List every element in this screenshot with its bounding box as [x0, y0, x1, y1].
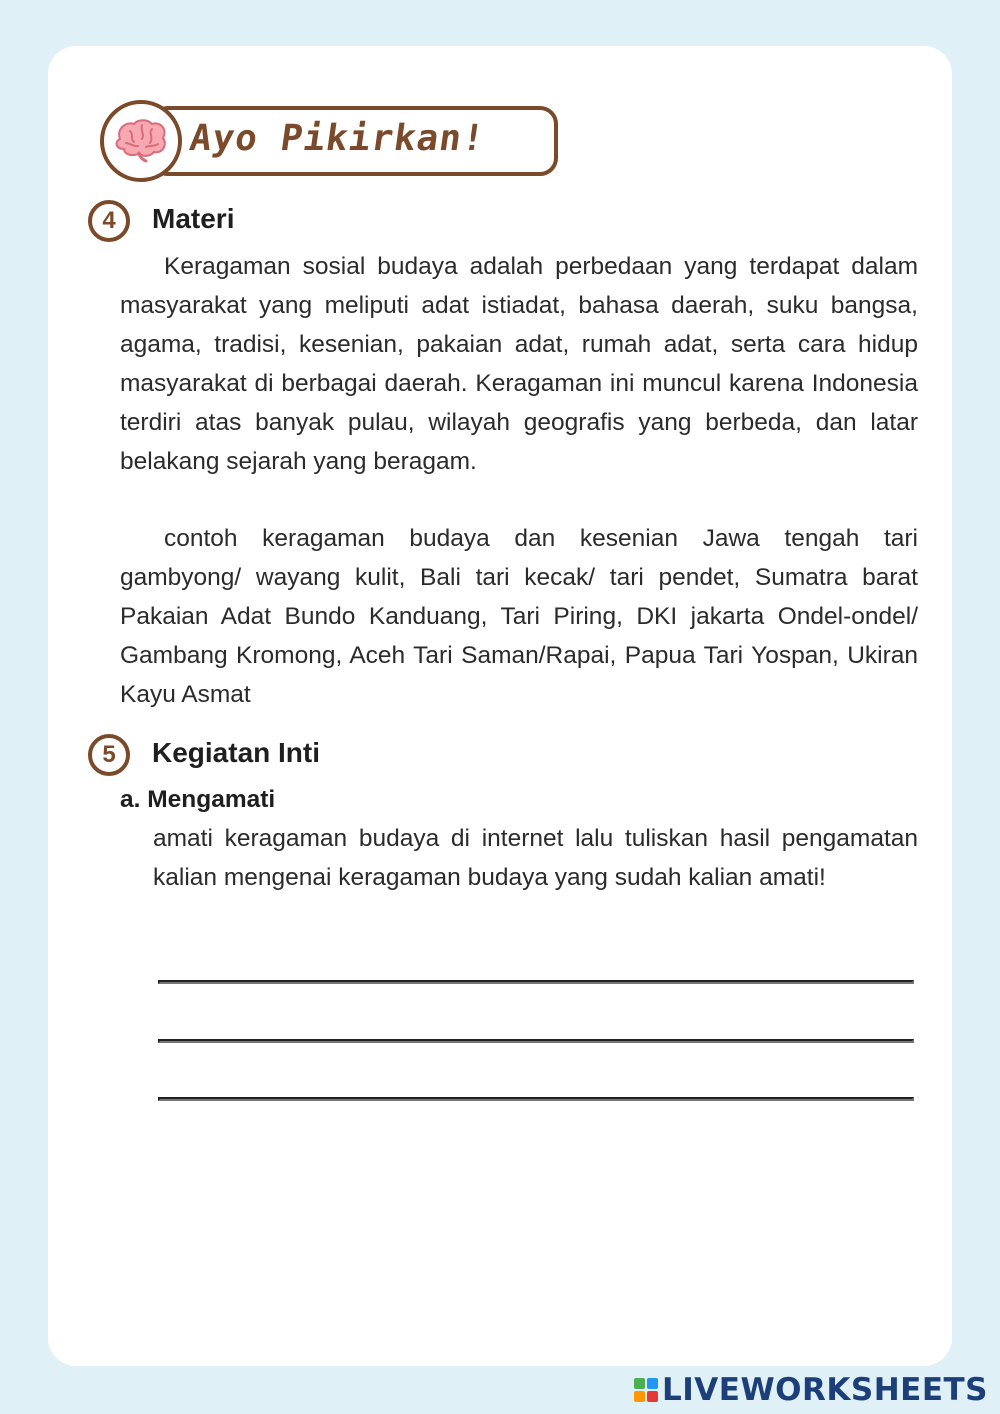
section-title-kegiatan-inti: Kegiatan Inti: [152, 737, 321, 768]
liveworksheets-logo[interactable]: [634, 1372, 988, 1408]
brain-icon: [100, 100, 182, 182]
answer-line-3[interactable]: [158, 1097, 914, 1101]
page-title: Ayo Pikirkan!: [187, 118, 488, 159]
materi-paragraph-2-text: contoh keragaman budaya dan kesenian Jawa tengah tari gambyong/ wayang kulit, Bali tari kecak/ tari pendet, Sumatra barat Pakaian Adat Bundo Kanduang, Tari Piring, DKI jakarta Ondel-ondel/ Gambang Kromong, Aceh Tari Saman/Rapai, Papua Tari Yospan, Ukiran Kayu Asmat: [120, 525, 918, 708]
materi-paragraph-1-text: Keragaman sosial budaya adalah perbedaan yang terdapat dalam masyarakat yang meliputi adat istiadat, bahasa daerah, suku bangsa, agama, tradisi, kesenian, pakaian adat, rumah adat, serta cara hidup masyarakat di berbagai daerah. Keragaman ini muncul karena Indonesia terdiri atas banyak pulau, wilayah geografis yang berbeda, dan latar belakang sejarah yang beragam.: [120, 253, 918, 475]
section-title-materi: Materi: [152, 203, 235, 234]
mengamati-instruction: amati keragaman budaya di internet lalu tuliskan hasil pengamatan kalian mengenai keragaman budaya yang sudah kalian amati!: [153, 825, 918, 891]
answer-line-1[interactable]: [158, 980, 914, 984]
answer-line-2[interactable]: [158, 1039, 914, 1043]
materi-paragraph-1: [120, 247, 918, 481]
liveworksheets-logo-icon: [634, 1378, 658, 1402]
materi-paragraph-2: [120, 519, 918, 714]
liveworksheets-logo-text: LIVEWORKSHEETS: [662, 1372, 988, 1408]
header-banner: [100, 100, 560, 182]
subheading-mengamati: a. Mengamati: [120, 786, 276, 813]
section-number-5: 5: [88, 734, 130, 776]
section-number-4: 4: [88, 200, 130, 242]
